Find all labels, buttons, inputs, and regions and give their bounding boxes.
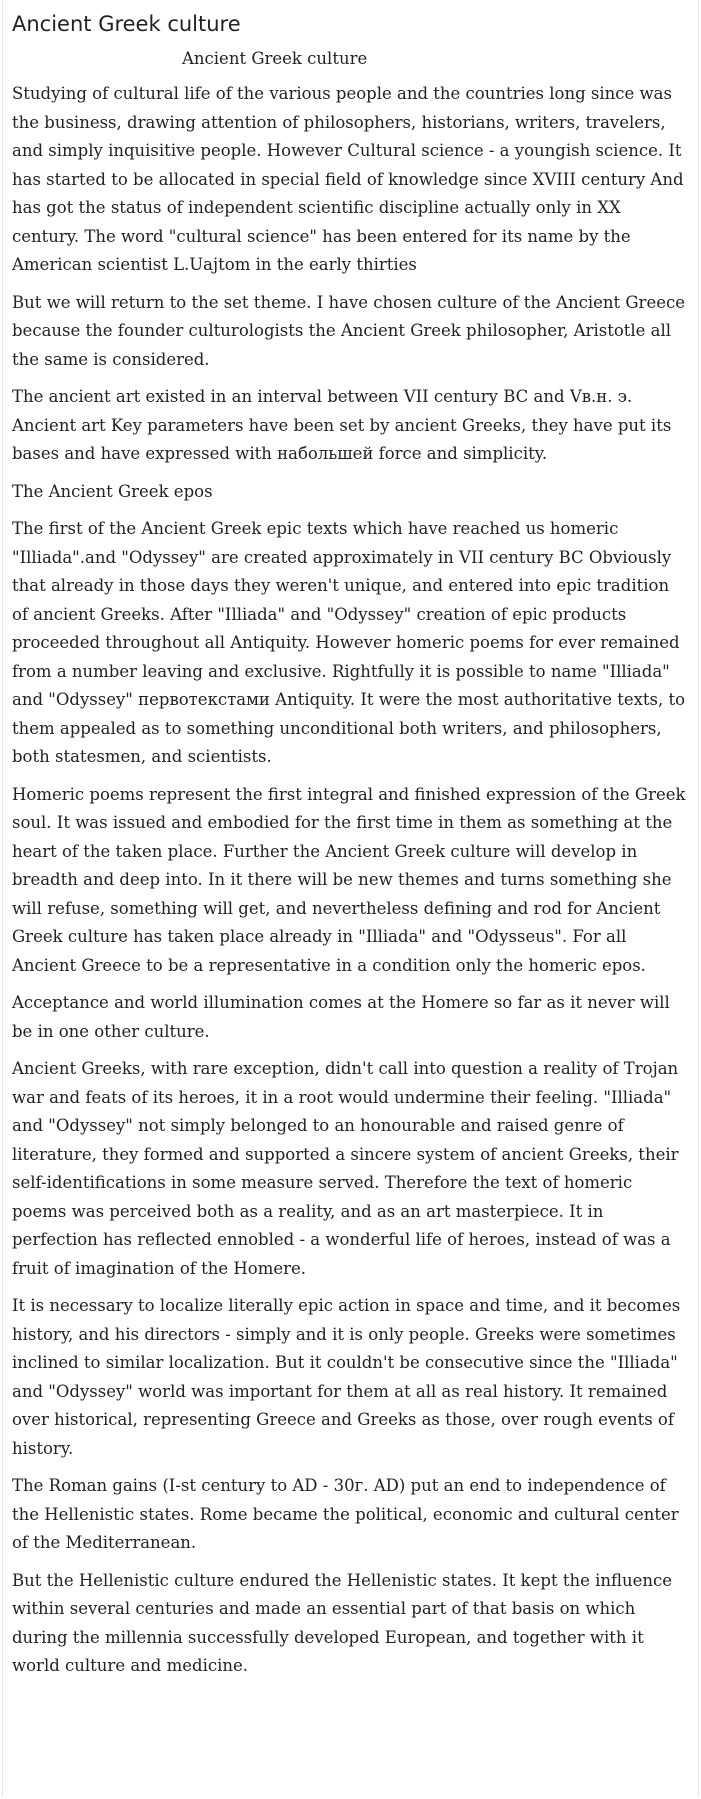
paragraph: Acceptance and world illumination comes at the Homere so far as it never will be in one other culture. [12, 993, 670, 1041]
paragraph: The ancient art existed in an interval between VII century BC and Vв.н. э. Ancient art Key parameters have been set by ancient Greeks, they have put its bases and have expressed with набольшей force and simplicity. [12, 387, 672, 463]
paragraph: The first of the Ancient Greek epic texts which have reached us homeric "Illiada".and "Odyssey" are created approximately in VII century BC Obviously that already in those days they weren't unique, and entered into epic tradition of ancient Greeks. After "Illiada" and "Odyssey" creation of epic products proceeded throughout all Antiquity. However homeric poems for ever remained from a number leaving and exclusive. Rightfully it is possible to name "Illiada" and "Odyssey" первотекстами Antiquity. It were the most authoritative texts, to them appealed as to something unconditional both writers, and philosophers, both statesmen, and scientists. [12, 519, 686, 766]
document-page [2, 0, 699, 1797]
paragraph: Homeric poems represent the first integral and finished expression of the Greek soul. It was issued and embodied for the first time in them as something at the heart of the taken place. Further the Ancient Greek culture will develop in breadth and deep into. In it there will be new themes and turns something she will refuse, something will get, and nevertheless defining and rod for Ancient Greek culture has taken place already in "Illiada" and "Odysseus". For all Ancient Greece to be a representative in a condition only the homeric epos. [12, 784, 686, 975]
paragraph: But the Hellenistic culture endured the Hellenistic states. It kept the influence within several centuries and made an essential part of that basis on which during the millennia successfully developed European, and together with it world culture and medicine. [12, 1570, 673, 1675]
paragraph: The Roman gains (I-st century to AD - 30г. AD) put an end to independence of the Hellenistic states. Rome became the political, economic and cultural center of the Mediterranean. [12, 1476, 679, 1552]
article-subtitle: Ancient Greek culture [182, 49, 368, 68]
paragraph: Studying of cultural life of the various people and the countries long since was the business, drawing attention of philosophers, historians, writers, travelers, and simply inquisitive people. However Cultural science - a youngish science. It has started to be allocated in special field of knowledge since XVIII century And has got the status of independent scientific discipline actually only in XX century. The word "cultural science" has been entered for its name by the American scientist L.Uajtom in the early thirties [12, 84, 684, 274]
article-body [12, 80, 689, 1681]
page-title: Ancient Greek culture [12, 12, 241, 36]
paragraph: It is necessary to localize literally epic action in space and time, and it becomes history, and his directors - simply and it is only people. Greeks were sometimes inclined to similar localization. But it couldn't be consecutive since the "Illiada" and "Odyssey" world was important for them at all as real history. It remained over historical, representing Greece and Greeks as those, over rough events of history. [12, 1296, 681, 1458]
paragraph: But we will return to the set theme. I have chosen culture of the Ancient Greece because the founder culturologists the Ancient Greek philosopher, Aristotle all the same is considered. [12, 292, 685, 369]
paragraph: Ancient Greeks, with rare exception, didn't call into question a reality of Trojan war and feats of its heroes, it in a root would undermine their feeling. "Illiada" and "Odyssey" not simply belonged to an honourable and raised genre of literature, they formed and supported a sincere system of ancient Greeks, their self-identifications in some measure served. Therefore the text of homeric poems was perceived both as a reality, and as an art masterpiece. It in perfection has reflected ennobled - a wonderful life of heroes, instead of was a fruit of imagination of the Homere. [12, 1059, 679, 1278]
section-heading: The Ancient Greek epos [12, 481, 213, 501]
